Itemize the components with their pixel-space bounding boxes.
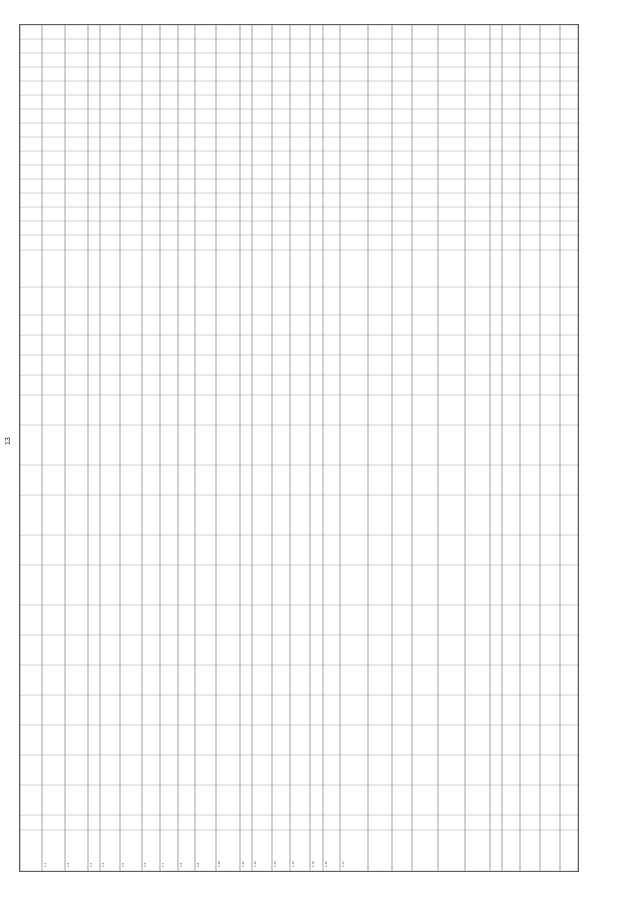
page-number: 13: [5, 437, 12, 445]
row-code: 1.13: [273, 861, 277, 867]
row-code: 1.6: [143, 862, 147, 867]
row-code: 1.5: [121, 862, 125, 867]
row-code: 1.9: [196, 862, 200, 867]
row-code: 1.3: [89, 862, 93, 867]
data-table: [19, 24, 579, 872]
row-code: 1.2: [66, 862, 70, 867]
row-code: 1.14: [291, 861, 295, 867]
row-code: 1.1: [43, 862, 47, 867]
row-code: 1.17: [341, 861, 345, 867]
row-code: 1.8: [179, 862, 183, 867]
row-code: 1.10: [217, 861, 221, 867]
row-code: 1.4: [101, 862, 105, 867]
row-code: 1.11: [241, 861, 245, 867]
row-code: 1.16: [324, 861, 328, 867]
row-code: 1.7: [161, 862, 165, 867]
table-grid: [20, 25, 578, 871]
row-code: 1.15: [311, 861, 315, 867]
row-code: 1.12: [253, 861, 257, 867]
